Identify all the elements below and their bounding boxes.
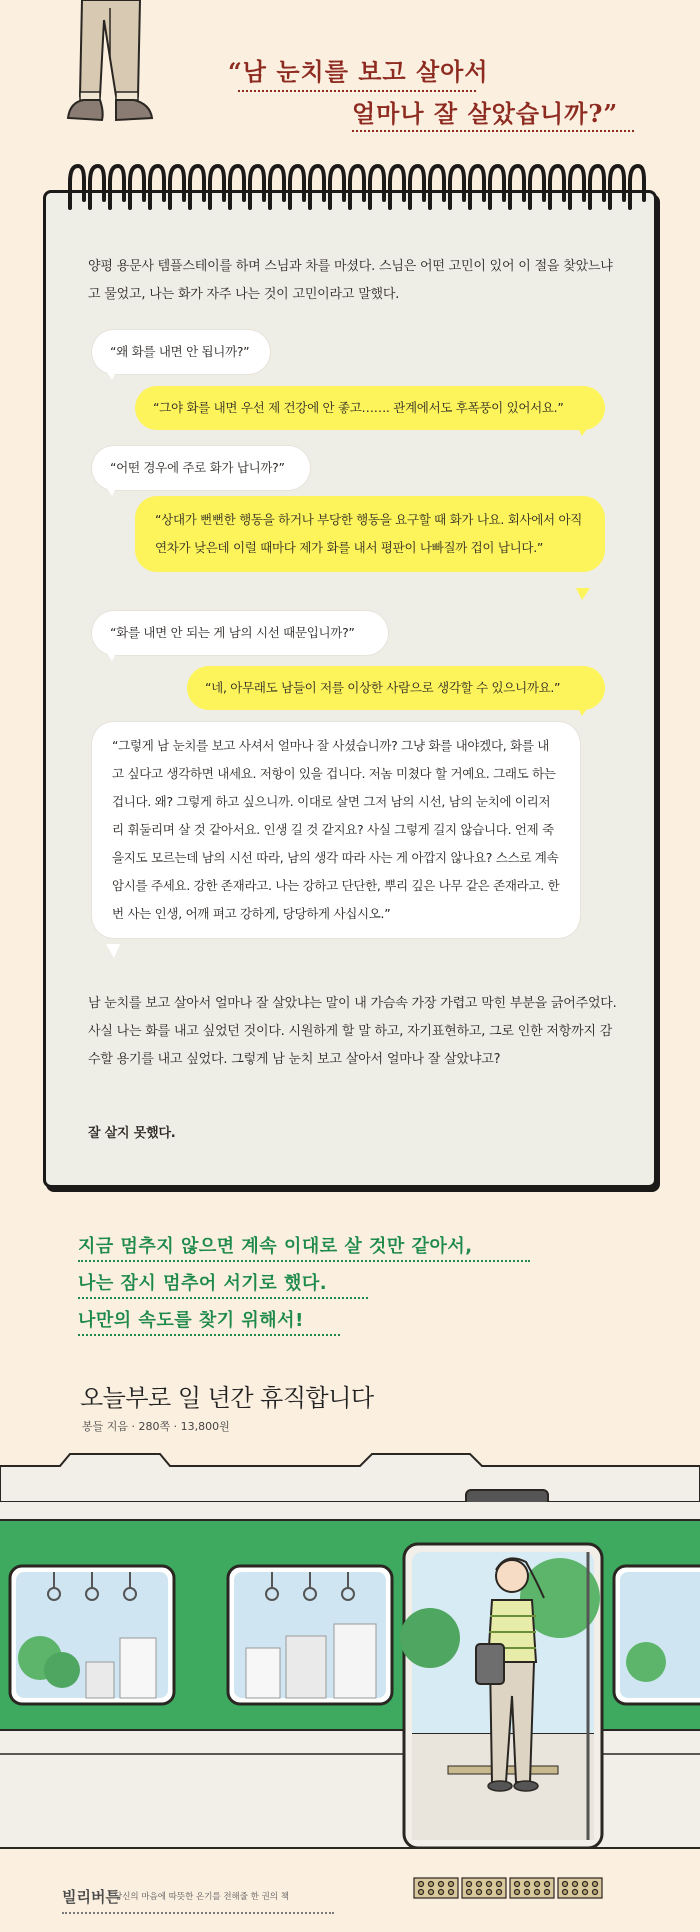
dialogue-bubble-1: “왜 화를 내면 안 됩니까?” <box>92 330 270 374</box>
spiral-ring <box>430 166 444 208</box>
spiral-ring <box>250 166 264 208</box>
tactile-dot <box>563 1882 568 1887</box>
spiral-ring <box>190 166 204 208</box>
tactile-dot <box>545 1890 550 1895</box>
tactile-dot <box>545 1882 550 1887</box>
headline-underline-2 <box>352 130 634 132</box>
tactile-dot <box>583 1882 588 1887</box>
spiral-ring <box>410 166 424 208</box>
book-title: 오늘부로 일 년간 휴직합니다 <box>80 1384 374 1412</box>
tactile-dot <box>515 1890 520 1895</box>
tactile-dot <box>467 1882 472 1887</box>
tagline-underline-3 <box>78 1334 340 1336</box>
spiral-binding <box>60 160 650 230</box>
tactile-dot <box>593 1882 598 1887</box>
bubble-tail <box>104 368 118 380</box>
bubble-tail <box>576 704 590 716</box>
dialogue-bubble-2: “그야 화를 내면 우선 제 건강에 안 좋고……. 관계에서도 후폭풍이 있어서요.” <box>135 386 605 430</box>
tactile-dot <box>563 1890 568 1895</box>
tactile-dot <box>419 1890 424 1895</box>
spiral-ring <box>510 166 524 208</box>
spiral-ring <box>110 166 124 208</box>
tactile-dot <box>573 1882 578 1887</box>
spiral-ring <box>630 166 644 208</box>
spiral-ring <box>330 166 344 208</box>
tactile-dot <box>419 1882 424 1887</box>
spiral-ring <box>530 166 544 208</box>
spiral-ring <box>550 166 564 208</box>
tactile-dot <box>477 1882 482 1887</box>
tactile-dot <box>573 1890 578 1895</box>
tactile-dot <box>515 1882 520 1887</box>
intro-paragraph: 양평 용문사 템플스테이를 하며 스님과 차를 마셨다. 스님은 어떤 고민이 있어 이 절을 찾았느냐고 물었고, 나는 화가 자주 나는 것이 고민이라고 말했다. <box>88 259 613 302</box>
tactile-dot <box>593 1890 598 1895</box>
spiral-ring <box>130 166 144 208</box>
headline-line-2: 얼마나 잘 살았습니까?” <box>352 99 619 128</box>
publisher-logo: 빌리버튼 <box>62 1888 120 1906</box>
tactile-dot <box>429 1882 434 1887</box>
spiral-ring <box>350 166 364 208</box>
dialogue-bubble-7: “그렇게 남 눈치를 보고 사셔서 얼마나 잘 사셨습니까? 그냥 화를 내야겠다, 화를 내고 싶다고 생각하면 내세요. 저항이 있을 겁니다. 저놈 미쳤다 할 거예요. 그래도 하는 겁니다. 왜? 그렇게 하고 싶으니까. 이대로 살면 그저 남의 시선, 남의 눈치에 이리저리 휘둘리며 살 것 같아서요. 인생 길 것 같지요? 사실 그렇게 길지 않습니다. 언제 죽을지도 모르는데 남의 시선 따라, 남의 생각 따라 사는 게 아깝지 않나요? 스스로 계속 암시를 주세요. 강한 존재라고. 나는 강하고 단단한, 뿌리 깊은 나무 같은 존재라고. 한 번 사는 인생, 어깨 펴고 강하게, 당당하게 사십시오.” <box>92 722 580 938</box>
spiral-ring <box>470 166 484 208</box>
tactile-dot <box>497 1882 502 1887</box>
tagline-underline-1 <box>78 1260 530 1262</box>
spiral-ring <box>370 166 384 208</box>
dialogue-bubble-4: “상대가 뻔뻔한 행동을 하거나 부당한 행동을 요구할 때 화가 나요. 회사에서 아직 연차가 낮은데 이럴 때마다 제가 화를 내서 평판이 나빠질까 겁이 납니다.” <box>135 496 605 572</box>
tactile-dot <box>535 1882 540 1887</box>
tactile-paving-illustration <box>412 1876 612 1900</box>
spiral-ring <box>490 166 504 208</box>
tactile-dot <box>487 1890 492 1895</box>
headline-underline-1 <box>238 90 476 92</box>
tactile-dot <box>477 1890 482 1895</box>
spiral-ring <box>450 166 464 208</box>
dialogue-bubble-5: “화를 내면 안 되는 게 남의 시선 때문입니까?” <box>92 611 388 655</box>
tagline-line-1: 지금 멈추지 않으면 계속 이대로 살 것만 같아서, <box>78 1236 473 1257</box>
tagline-line-3: 나만의 속도를 찾기 위해서! <box>78 1310 304 1331</box>
spiral-ring <box>70 166 84 208</box>
bubble-tail <box>104 484 118 496</box>
tactile-dot <box>525 1882 530 1887</box>
tactile-dot <box>449 1882 454 1887</box>
spiral-ring <box>90 166 104 208</box>
spiral-ring <box>610 166 624 208</box>
tagline-underline-2 <box>78 1297 368 1299</box>
publisher-tagline: 당신의 마음에 따뜻한 온기를 전해줄 한 권의 책 <box>114 1892 289 1902</box>
tactile-dot <box>497 1890 502 1895</box>
tactile-dot <box>449 1890 454 1895</box>
tactile-dot <box>467 1890 472 1895</box>
spiral-ring <box>290 166 304 208</box>
bubble-tail <box>104 649 118 661</box>
tactile-dot <box>525 1890 530 1895</box>
dialogue-bubble-3: “어떤 경우에 주로 화가 납니까?” <box>92 446 310 490</box>
spiral-ring <box>210 166 224 208</box>
tactile-dot <box>439 1882 444 1887</box>
dialogue-bubble-6: “네, 아무래도 남들이 저를 이상한 사람으로 생각할 수 있으니까요.” <box>187 666 605 710</box>
headline-line-1: “남 눈치를 보고 살아서 <box>228 57 489 86</box>
bubble-tail <box>576 588 590 600</box>
spiral-ring <box>170 166 184 208</box>
bubble-tail <box>106 944 120 958</box>
spiral-ring <box>150 166 164 208</box>
bubble-tail <box>576 424 590 436</box>
spiral-ring <box>270 166 284 208</box>
book-info: 봉들 지음 · 280쪽 · 13,800원 <box>82 1420 230 1433</box>
spiral-ring <box>390 166 404 208</box>
tactile-dot <box>429 1890 434 1895</box>
tagline-line-2: 나는 잠시 멈추어 서기로 했다. <box>78 1273 328 1294</box>
tactile-dot <box>583 1890 588 1895</box>
spiral-ring <box>570 166 584 208</box>
footer-divider <box>62 1912 334 1914</box>
tactile-dot <box>487 1882 492 1887</box>
spiral-ring <box>310 166 324 208</box>
legs-illustration <box>60 0 170 135</box>
closing-statement: 잘 살지 못했다. <box>88 1126 176 1141</box>
spiral-ring <box>230 166 244 208</box>
tactile-dot <box>535 1890 540 1895</box>
tactile-dot <box>439 1890 444 1895</box>
train-illustration <box>0 1448 700 1884</box>
closing-paragraph: 남 눈치를 보고 살아서 얼마나 잘 살았냐는 말이 내 가슴속 가장 가렵고 막힌 부분을 긁어주었다. 사실 나는 화를 내고 싶었던 것이다. 시원하게 할 말 하고, 자기표현하고, 그로 인한 저항까지 감수할 용기를 내고 싶었다. 그렇게 남 눈치 보고 살아서 얼마나 잘 살았냐고? <box>88 996 617 1067</box>
spiral-ring <box>590 166 604 208</box>
